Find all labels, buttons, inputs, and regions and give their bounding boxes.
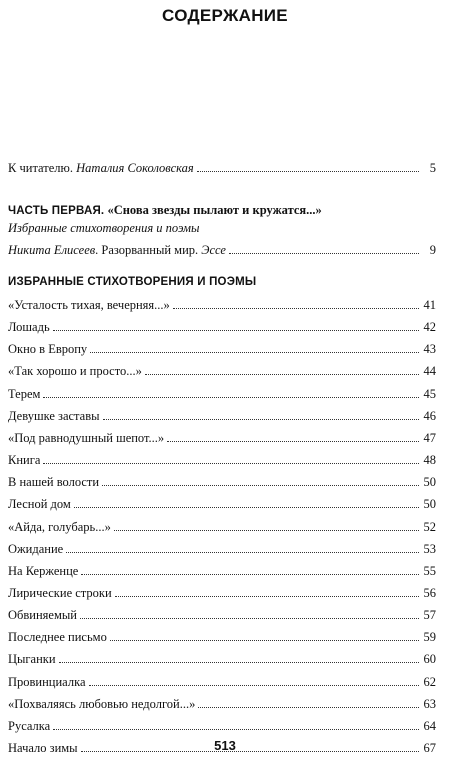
dot-leader (89, 685, 419, 686)
toc-page-number: 50 (423, 475, 436, 490)
toc-page-number: 46 (423, 408, 436, 423)
toc-page-number: 45 (423, 386, 436, 401)
dot-leader (229, 253, 419, 254)
toc-page-number: 48 (423, 453, 436, 468)
toc-entry (8, 297, 436, 313)
dot-leader (102, 485, 419, 486)
toc-page-number: 60 (423, 652, 436, 667)
toc-entry-title: Книга (8, 453, 41, 468)
essay-author: Никита Елисеев (8, 243, 96, 257)
toc-page-number: 56 (423, 585, 436, 600)
toc-entry-title: Русалка (8, 718, 51, 733)
toc-page-number: 57 (423, 608, 436, 623)
toc-entry (8, 496, 436, 512)
toc-page-number: 9 (429, 243, 436, 257)
toc-entry (8, 541, 436, 557)
essay-title: . Разорванный мир. (95, 243, 202, 257)
toc-page-number: 62 (423, 674, 436, 689)
toc-entry (8, 651, 436, 667)
toc-entry-title: Последнее письмо (8, 630, 107, 645)
dot-leader (66, 552, 419, 553)
toc-entry (8, 363, 436, 379)
toc-entry-essay (8, 242, 436, 258)
toc-entry (8, 341, 436, 357)
dot-leader (197, 171, 419, 172)
dot-leader (145, 374, 419, 375)
toc-entry (8, 430, 436, 446)
dot-leader (114, 530, 419, 531)
toc-entry (8, 452, 436, 468)
toc-page-number: 59 (423, 630, 436, 645)
dot-leader (103, 419, 419, 420)
toc-entry-title: Цыганки (8, 652, 56, 667)
dot-leader (43, 463, 419, 464)
toc-entry-title: Девушке заставы (8, 408, 100, 423)
dot-leader (43, 397, 419, 398)
toc-entry-title: Начало зимы (8, 741, 78, 755)
toc-entry-title: В нашей волости (8, 475, 100, 490)
toc-entry-title (8, 242, 226, 258)
toc-entry-title: «Айда, голубарь...» (8, 519, 111, 534)
toc-page-number: 42 (423, 320, 436, 335)
toc-entry-title: «Похваляясь любовью недолгой...» (8, 696, 196, 711)
toc-page-number: 55 (423, 563, 436, 578)
toc-page-number: 64 (423, 718, 436, 733)
dot-leader (198, 707, 419, 708)
toc-entry (8, 674, 436, 690)
toc-entry-title: Лесной дом (8, 497, 71, 512)
dot-leader (173, 308, 419, 309)
toc-entry-title: Лирические строки (8, 585, 112, 600)
toc-page-number: 43 (423, 342, 436, 357)
toc-entry-title: Провинциалка (8, 674, 86, 689)
toc-entry-title: Лошадь (8, 320, 50, 335)
toc-entry (8, 319, 436, 335)
toc-entry (8, 386, 436, 402)
toc-page-number: 5 (429, 161, 436, 175)
dot-leader (167, 441, 419, 442)
toc-entry (8, 607, 436, 623)
part-heading (8, 202, 322, 219)
toc-entry (8, 585, 436, 601)
toc-page-number: 44 (423, 364, 436, 379)
toc-entry-title: Ожидание (8, 541, 64, 556)
dot-leader (59, 662, 419, 663)
dot-leader (80, 618, 419, 619)
toc-page-number: 50 (423, 497, 436, 512)
intro-text: К читателю. (8, 161, 77, 175)
toc-page-number: 63 (423, 696, 436, 711)
dot-leader (115, 596, 419, 597)
toc-entry-title: «Усталость тихая, вечерняя...» (8, 298, 170, 312)
toc-entry-intro (8, 160, 436, 176)
toc-entry (8, 718, 436, 734)
toc-page-number: 47 (423, 430, 436, 445)
toc-entry (8, 696, 436, 712)
toc-page-number: 53 (423, 541, 436, 556)
toc-entry-title (8, 160, 194, 176)
toc-page-number: 52 (423, 519, 436, 534)
section-heading: ИЗБРАННЫЕ СТИХОТВОРЕНИЯ И ПОЭМЫ (8, 276, 257, 288)
toc-entry (8, 563, 436, 579)
toc-page-number: 67 (423, 741, 436, 755)
part-subtitle: Избранные стихотворения и поэмы (8, 221, 200, 235)
part-label: ЧАСТЬ ПЕРВАЯ. (8, 205, 105, 217)
toc-entry (8, 408, 436, 424)
intro-author: Наталия Соколовская (76, 161, 194, 175)
toc-entry-title: «Так хорошо и просто...» (8, 364, 142, 379)
toc-entry-title: На Керженце (8, 563, 79, 578)
toc-entry (8, 519, 436, 535)
toc-entry-title: Окно в Европу (8, 342, 88, 357)
toc-entry (8, 629, 436, 645)
dot-leader (90, 352, 419, 353)
page-number: 513 (214, 738, 236, 753)
essay-kind: Эссе (201, 243, 226, 257)
toc-entry-title: Терем (8, 386, 41, 401)
page-title: СОДЕРЖАНИЕ (162, 6, 288, 25)
dot-leader (81, 574, 419, 575)
toc-entry (8, 474, 436, 490)
toc-entry-title: Обвиняемый (8, 608, 77, 623)
dot-leader (53, 330, 419, 331)
part-name: «Снова звезды пылают и кружатся...» (107, 203, 322, 217)
toc-entry-title: «Под равнодушный шепот...» (8, 430, 165, 445)
dot-leader (74, 507, 419, 508)
toc-page-number: 41 (423, 298, 436, 312)
dot-leader (53, 729, 419, 730)
dot-leader (110, 640, 419, 641)
